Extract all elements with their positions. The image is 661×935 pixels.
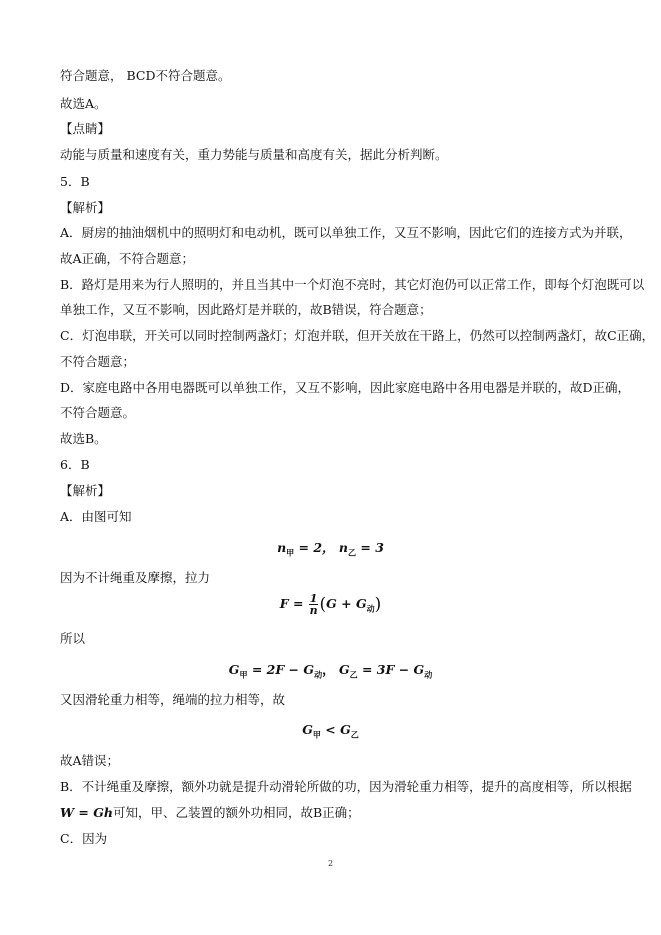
formula-pull-force: F = $\frac{1}{n}$ $(G + G_动)$ [279, 592, 382, 617]
fraction: $\frac{1}{n}$ [309, 592, 318, 617]
text-line [60, 805, 360, 821]
text-line: 符合题意， BCD不符合题意。 [60, 68, 231, 83]
section-heading: 【解析】 [60, 200, 111, 215]
formula-compare: $G_甲 < G_乙$ [302, 722, 359, 740]
question-answer: 6．B [60, 457, 90, 472]
text-line: 不符合题意。 [60, 405, 136, 420]
text-line: B．不计绳重及摩擦，额外功就是提升动滑轮所做的功，因为滑轮重力相等，提升的高度相等，所以根据 [60, 779, 632, 794]
text-line: C．因为 [60, 831, 108, 846]
formula-weights: $G_甲 = 2F - G_动$， $G_乙 = 3F - G_动$ [228, 662, 433, 680]
text-line: 因为不计绳重及摩擦，拉力 [60, 570, 211, 585]
text-line: A．由图可知 [60, 509, 132, 524]
formula-rope-count: $n_甲 = 2$， $n_乙 = 3$ [277, 540, 384, 558]
text-line: B．路灯是用来为行人照明的，并且当其中一个灯泡不亮时，其它灯泡仍可以正常工作，即每个灯泡既可以 [60, 277, 645, 292]
text-line: A．厨房的抽油烟机中的照明灯和电动机，既可以单独工作，又互不影响，因此它们的连接方式为并联， [60, 225, 632, 240]
text-line: 不符合题意； [60, 354, 136, 369]
text-line: 故选A。 [60, 96, 107, 111]
question-answer: 5．B [60, 174, 90, 189]
text-line: D．家庭电路中各用电器既可以单独工作，又互不影响，因此家庭电路中各用电器是并联的，故D正确， [60, 380, 631, 395]
text-line: 故A正确，不符合题意； [60, 251, 195, 266]
section-heading: 【点睛】 [60, 121, 111, 136]
text-line: 所以 [60, 631, 86, 646]
text-line: C．灯泡串联，开关可以同时控制两盏灯；灯泡并联，但开关放在干路上，仍然可以控制两盏灯，故C正确， [60, 328, 655, 343]
text-line: 单独工作，又互不影响，因此路灯是并联的，故B错误，符合题意； [60, 302, 432, 317]
inline-formula-work: W = Gh [60, 805, 113, 820]
section-heading: 【解析】 [60, 483, 111, 498]
page-number: 2 [327, 859, 334, 868]
text-line: 动能与质量和速度有关，重力势能与质量和高度有关，据此分析判断。 [60, 147, 448, 162]
text-line: 故选B。 [60, 431, 107, 446]
text-line: 又因滑轮重力相等，绳端的拉力相等，故 [60, 692, 286, 707]
text-line: 故A错误； [60, 753, 120, 768]
text-span: 可知，甲、乙装置的额外功相同，故B正确； [112, 805, 360, 820]
